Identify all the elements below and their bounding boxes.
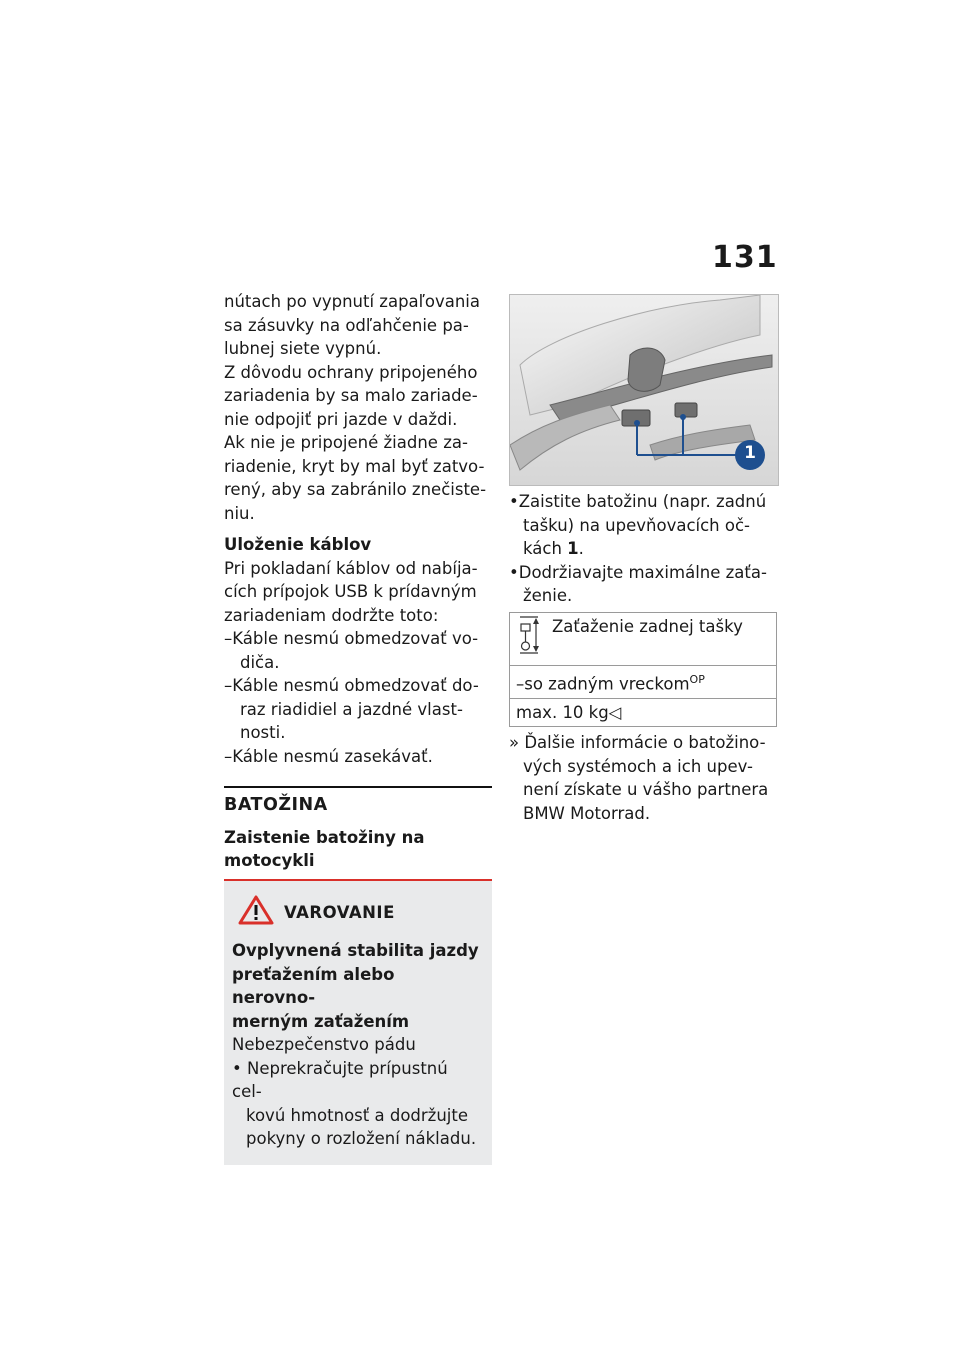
table-cell: max. 10 kg◁ [510, 698, 777, 727]
table-row [510, 665, 777, 698]
step-secure-luggage: •Zaistite batožinu (napr. zadnú tašku) na upevňovacích oč- kách 1. [509, 492, 767, 558]
callout-1: 1 [744, 443, 756, 463]
subsection-title: Zaistenie batožiny na motocykli [224, 827, 425, 870]
list-item: –Káble nesmú obmedzovať vo- diča. [224, 629, 479, 672]
step-max-load: •Dodržiavajte maximálne zaťa- ženie. [509, 562, 767, 605]
right-column [509, 490, 779, 825]
more-info: » Ďalšie informácie o batožino- vých systémoch a ich upev- není získate u vášho partnera BMW Motorrad. [509, 733, 769, 823]
cable-rules-list [224, 627, 492, 768]
cables-heading: Uloženie káblov [224, 535, 372, 554]
ref-1: 1 [567, 539, 579, 558]
luggage-mount-illustration [509, 294, 779, 486]
warning-box [224, 881, 492, 1165]
left-column [224, 290, 492, 1165]
warning-triangle-icon [238, 895, 274, 932]
warning-header [238, 895, 482, 932]
warning-text: Nebezpečenstvo pádu [232, 1035, 416, 1054]
warning-bullet: • Neprekračujte prípustnú cel- kovú hmotnosť a dodržujte pokyny o rozložení nákladu. [232, 1058, 477, 1148]
paragraph-cover: Ak nie je pripojené žiadne za- riadenie, kryt by mal byť zatvo- rený, aby sa zabránilo znečiste- niu. [224, 433, 487, 523]
table-row [510, 612, 777, 665]
load-table [509, 612, 777, 728]
table-header: Zaťaženie zadnej tašky [552, 616, 743, 636]
page-number: 131 [712, 240, 778, 275]
table-row [510, 698, 777, 727]
table-cell: –so zadným vreckom [516, 674, 690, 693]
option-marker: OP [689, 672, 705, 686]
weight-length-icon [516, 615, 542, 662]
warning-label: VAROVANIE [284, 903, 395, 922]
paragraph-socket-off: nútach po vypnutí zapaľovania sa zásuvky na odľahčenie pa- lubnej siete vypnú. [224, 292, 480, 358]
warning-title: Ovplyvnená stabilita jazdy preťažením alebo nerovno- merným zaťažením [232, 941, 479, 1031]
list-item: –Káble nesmú obmedzovať do- raz riadidiel a jazdné vlast- nosti. [224, 676, 479, 742]
section-title: BATOŽINA [224, 795, 328, 815]
cables-intro: Pri pokladaní káblov od nabíja- cích prípojok USB k prídavným zariadeniam dodržte toto: [224, 558, 478, 625]
list-item: –Káble nesmú zasekávať. [224, 746, 433, 766]
paragraph-rain: Z dôvodu ochrany pripojeného zariadenia by sa malo zariade- nie odpojiť pri jazde v daždi. [224, 362, 478, 429]
